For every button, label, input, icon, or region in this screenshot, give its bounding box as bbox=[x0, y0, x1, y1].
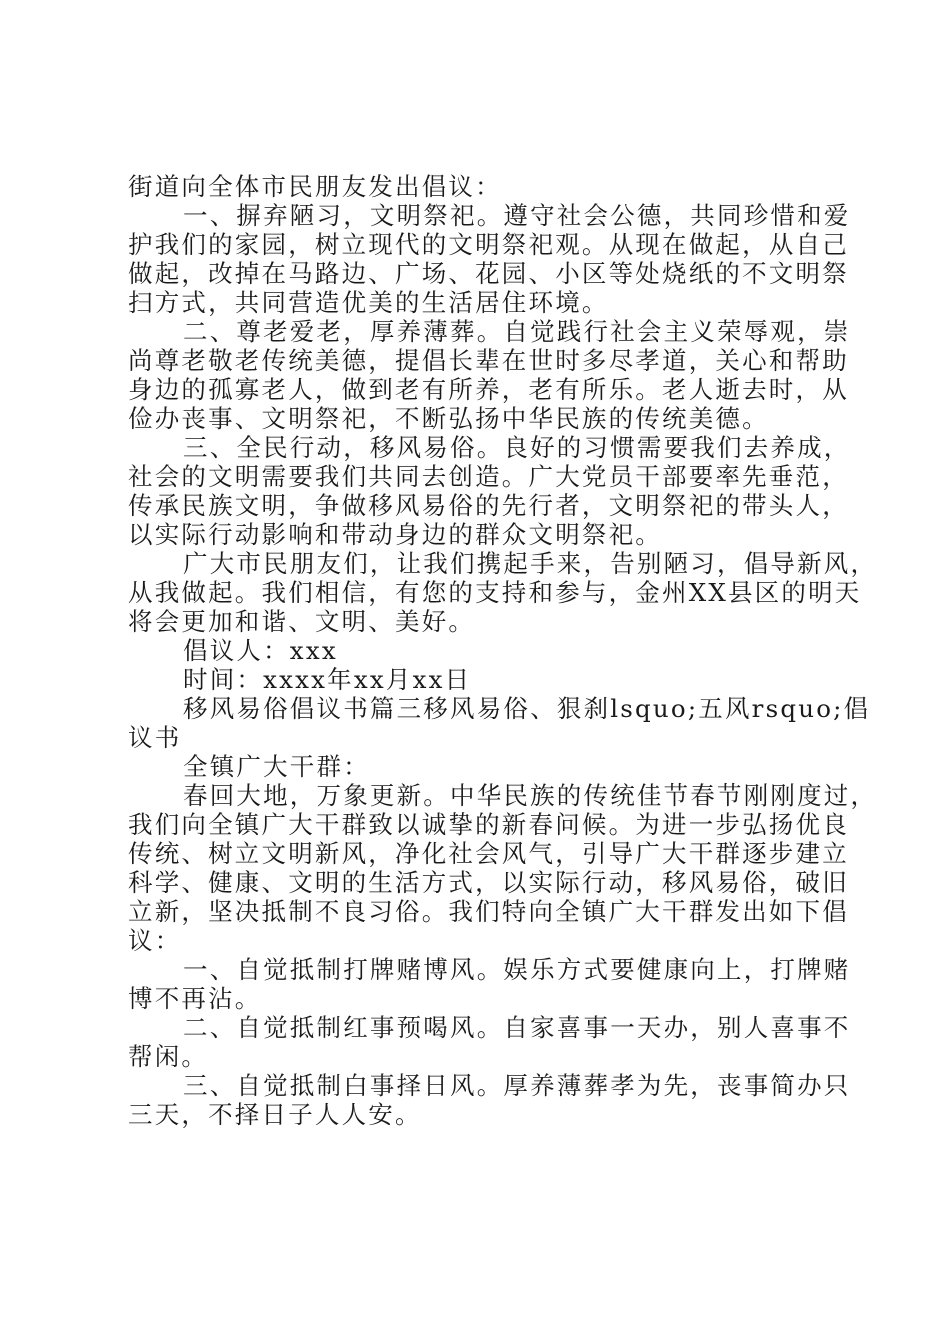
document-line: 身边的孤寡老人，做到老有所养，老有所乐。老人逝去时，从 bbox=[128, 375, 849, 404]
document-line: 做起，改掉在马路边、广场、花园、小区等处烧纸的不文明祭 bbox=[128, 259, 849, 288]
document-line: 三、自觉抵制白事择日风。厚养薄葬孝为先，丧事简办只 bbox=[183, 1071, 851, 1100]
document-line: 将会更加和谐、文明、美好。 bbox=[128, 607, 476, 636]
document-line: 全镇广大干群： bbox=[183, 752, 370, 781]
document-line: 议： bbox=[128, 926, 182, 955]
document-line: 护我们的家园，树立现代的文明祭祀观。从现在做起，从自己 bbox=[128, 230, 849, 259]
document-line: 从我做起。我们相信，有您的支持和参与，金州XX县区的明天 bbox=[128, 578, 862, 607]
document-line: 以实际行动影响和带动身边的群众文明祭祀。 bbox=[128, 520, 662, 549]
document-line: 立新，坚决抵制不良习俗。我们特向全镇广大干群发出如下倡 bbox=[128, 897, 849, 926]
document-line: 移风易俗倡议书篇三移风易俗、狠刹lsquo;五风rsquo;倡 bbox=[183, 694, 871, 723]
document-line: 二、自觉抵制红事预喝风。自家喜事一天办，别人喜事不 bbox=[183, 1013, 851, 1042]
document-line: 尚尊老敬老传统美德，提倡长辈在世时多尽孝道，关心和帮助 bbox=[128, 346, 849, 375]
document-line: 春回大地，万象更新。中华民族的传统佳节春节刚刚度过， bbox=[183, 781, 878, 810]
document-line: 社会的文明需要我们共同去创造。广大党员干部要率先垂范， bbox=[128, 462, 849, 491]
document-line: 广大市民朋友们，让我们携起手来，告别陋习，倡导新风， bbox=[183, 549, 878, 578]
document-line: 博不再沾。 bbox=[128, 984, 262, 1013]
document-line: 三、全民行动，移风易俗。良好的习惯需要我们去养成， bbox=[183, 433, 851, 462]
document-line: 扫方式，共同营造优美的生活居住环境。 bbox=[128, 288, 609, 317]
document-line: 三天，不择日子人人安。 bbox=[128, 1100, 422, 1129]
document-line: 一、摒弃陋习，文明祭祀。遵守社会公德，共同珍惜和爱 bbox=[183, 201, 851, 230]
document-line: 二、尊老爱老，厚养薄葬。自觉践行社会主义荣辱观，崇 bbox=[183, 317, 851, 346]
document-line: 帮闲。 bbox=[128, 1042, 209, 1071]
document-line: 街道向全体市民朋友发出倡议： bbox=[128, 172, 502, 201]
document-body bbox=[128, 172, 878, 1129]
document-line: 科学、健康、文明的生活方式，以实际行动，移风易俗，破旧 bbox=[128, 868, 849, 897]
document-line: 传统、树立文明新风，净化社会风气，引导广大干群逐步建立 bbox=[128, 839, 849, 868]
document-line: 传承民族文明，争做移风易俗的先行者，文明祭祀的带头人， bbox=[128, 491, 849, 520]
document-line: 议书 bbox=[128, 723, 182, 752]
document-line: 我们向全镇广大干群致以诚挚的新春问候。为进一步弘扬优良 bbox=[128, 810, 849, 839]
document-line: 一、自觉抵制打牌赌博风。娱乐方式要健康向上，打牌赌 bbox=[183, 955, 851, 984]
document-line: 时间：xxxx年xx月xx日 bbox=[183, 665, 472, 694]
document-line: 倡议人：xxx bbox=[183, 636, 338, 665]
document-line: 俭办丧事、文明祭祀，不断弘扬中华民族的传统美德。 bbox=[128, 404, 769, 433]
